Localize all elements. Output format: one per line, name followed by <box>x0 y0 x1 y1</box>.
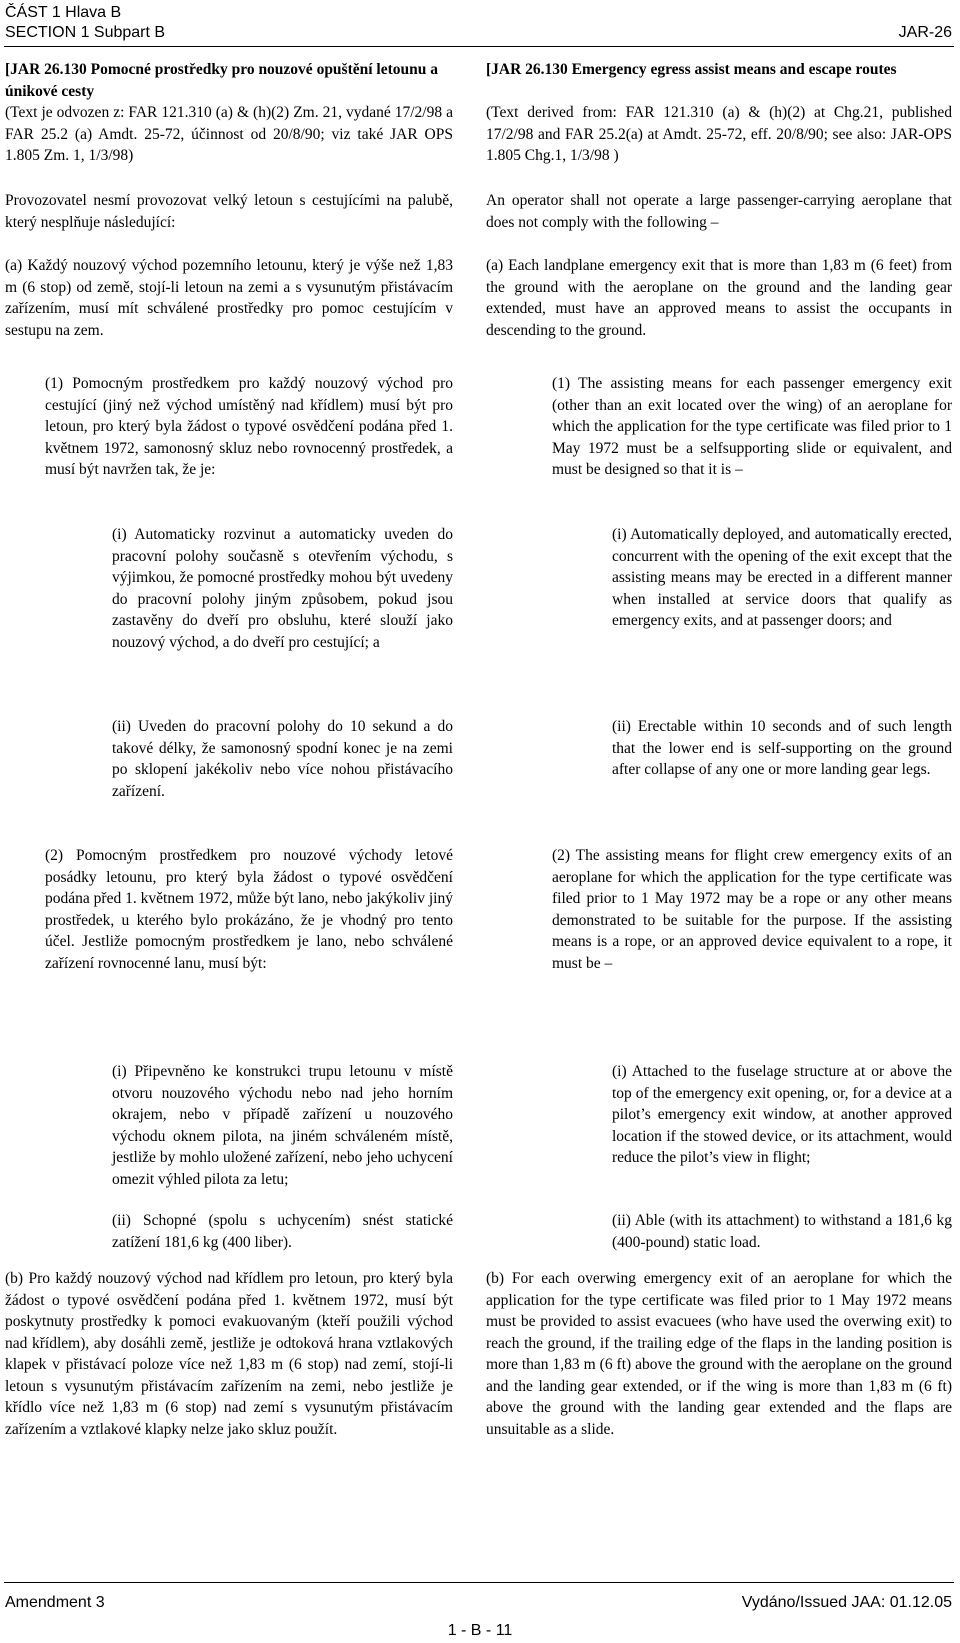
footer-rule <box>4 1582 954 1583</box>
cz-intro: Provozovatel nesmí provozovat velký letoun s cestujícími na palubě, který nesplňuje následující: <box>5 192 453 231</box>
cz-para-a1: (1) Pomocným prostředkem pro každý nouzový východ pro cestující (jiný než východ umístěný nad křídlem) musí být pro letoun, pro který byla žádost o typové osvědčení podána před 1. květnem 1972, samonosný skluz nebo rovnocenný prostředek, a musí být navržen tak, že je: <box>45 375 453 478</box>
cz-para-a: (a) Každý nouzový východ pozemního letounu, který je výše než 1,83 m (6 stop) od země, stojí-li letoun na zemi a s vysunutým přistávacím zařízením, musí mít schválené prostředky pro pomoc cestujícím v sestupu na zem. <box>5 257 453 339</box>
header-rule <box>4 46 954 47</box>
en-title: [JAR 26.130 Emergency egress assist means and escape routes <box>486 61 897 78</box>
cz-title: [JAR 26.130 Pomocné prostředky pro nouzové opuštění letounu a únikové cesty <box>5 61 439 100</box>
en-para-a2: (2) The assisting means for flight crew emergency exits of an aeroplane for which the application for the type certificate was filed prior to 1 May 1972 may be a rope or any other means demonstrated to be suitable for the purpose. If the assisting means is a rope, or an approved device equivalent to a rope, it must be – <box>552 847 952 972</box>
cz-para-a1-ii: (ii) Uveden do pracovní polohy do 10 sekund a do takové délky, že samonosný spodní konec je na zemi po sklopení jakékoliv nebo více nohou přistávacího zařízení. <box>112 718 453 800</box>
header-left-line1: ČÁST 1 Hlava B <box>5 4 122 21</box>
en-para-a1-ii: (ii) Erectable within 10 seconds and of such length that the lower end is self-supporting on the ground after collapse of any one or more landing gear legs. <box>612 718 952 778</box>
cz-para-a2-ii: (ii) Schopné (spolu s uchycením) snést statické zatížení 181,6 kg (400 liber). <box>112 1212 453 1251</box>
en-source: (Text derived from: FAR 121.310 (a) & (h)(2) at Chg.21, published 17/2/98 and FAR 25.2(a) at Amdt. 25-72, eff. 20/8/90; see also: JAR-OPS 1.805 Chg.1, 1/3/98 ) <box>486 104 952 164</box>
en-intro: An operator shall not operate a large passenger-carrying aeroplane that does not comply with the following – <box>486 192 952 231</box>
cz-source: (Text je odvozen z: FAR 121.310 (a) & (h)(2) Zm. 21, vydané 17/2/98 a FAR 25.2 (a) Amdt. 25-72, účinnost od 20/8/90; viz také JAR OPS 1.805 Zm. 1, 1/3/98) <box>5 104 453 164</box>
page-number: 1 - B - 11 <box>447 1622 513 1639</box>
cz-para-a1-i: (i) Automaticky rozvinut a automaticky uveden do pracovní polohy současně s otevřením východu, s výjimkou, že pomocné prostředky mohou být uvedeny do pracovní polohy jiným způsobem, pokud jsou zastavěny do dveří pro obsluhu, které slouží jako nouzový východ, a do dveří pro cestující; a <box>112 526 453 651</box>
en-para-a1-i: (i) Automatically deployed, and automatically erected, concurrent with the opening of the exit except that the assisting means may be erected in a different manner when installed at service doors that qualify as emergency exits, and at passenger doors; and <box>612 526 952 629</box>
en-para-a2-i: (i) Attached to the fuselage structure at or above the top of the emergency exit opening, or, for a device at a pilot’s emergency exit window, at another approved location if the stowed device, or its attachment, would reduce the pilot’s view in flight; <box>612 1063 952 1166</box>
en-para-a: (a) Each landplane emergency exit that is more than 1,83 m (6 feet) from the ground with the aeroplane on the ground and the landing gear extended, must have an approved means to assist the occupants in descending to the ground. <box>486 257 952 339</box>
en-para-b: (b) For each overwing emergency exit of an aeroplane for which the application for the type certificate was filed prior to 1 May 1972 means must be provided to assist evacuees (who have used the overwing exit) to reach the ground, if the trailing edge of the flaps in the landing position is more than 1,83 m (6 ft) above the ground with the aeroplane on the ground and the landing gear extended, or if the wing is more than 1,83 m (6 ft) above the ground with the landing gear extended and the flaps are unsuitable as a slide. <box>486 1270 952 1438</box>
cz-para-a2-i: (i) Připevněno ke konstrukci trupu letounu v místě otvoru nouzového východu nebo nad jeho horním okrajem, nebo v případě zařízení u nouzového východu oknem pilota, na jiném schváleném místě, jestliže by mohlo uložené zařízení, nebo jeho uchycení omezit výhled pilota za letu; <box>112 1063 453 1188</box>
en-para-a1: (1) The assisting means for each passenger emergency exit (other than an exit located over the wing) of an aeroplane for which the application for the type certificate was filed prior to 1 May 1972 must be a selfsupporting slide or equivalent, and must be designed so that it is – <box>552 375 952 478</box>
en-para-a2-ii: (ii) Able (with its attachment) to withstand a 181,6 kg (400-pound) static load. <box>612 1212 952 1251</box>
cz-para-a2: (2) Pomocným prostředkem pro nouzové východy letové posádky letounu, pro který byla žádost o typové osvědčení podána před 1. květnem 1972, může být lano, nebo jakýkoliv jiný prostředek, u kterého bylo prokázáno, že je vhodný pro tento účel. Jestliže pomocným prostředkem je lano, nebo schválené zařízení rovnocenné lanu, musí být: <box>45 847 453 972</box>
header-right: JAR-26 <box>898 24 952 41</box>
footer-amendment: Amendment 3 <box>5 1594 105 1611</box>
footer-issued: Vydáno/Issued JAA: 01.12.05 <box>741 1594 952 1611</box>
cz-para-b: (b) Pro každý nouzový východ nad křídlem pro letoun, pro který byla žádost o typové osvědčení podána před 1. květnem 1972, musí být poskytnuty prostředky k pomoci evakuovaným (kteří použili východ nad křídlem), aby dosáhli země, jestliže je odtoková hrana vztlakových klapek v přistávací poloze více než 1,83 m (6 stop) nad zemí, stojí-li letoun s vysunutým přistávacím zařízením na zemi, nebo jestliže je křídlo více než 1,83 m (6 stop) nad zemí s vysunutým přistávacím zařízením a vztlakové klapky nelze jako skluz použít. <box>5 1270 453 1438</box>
header-left-line2: SECTION 1 Subpart B <box>5 24 166 41</box>
